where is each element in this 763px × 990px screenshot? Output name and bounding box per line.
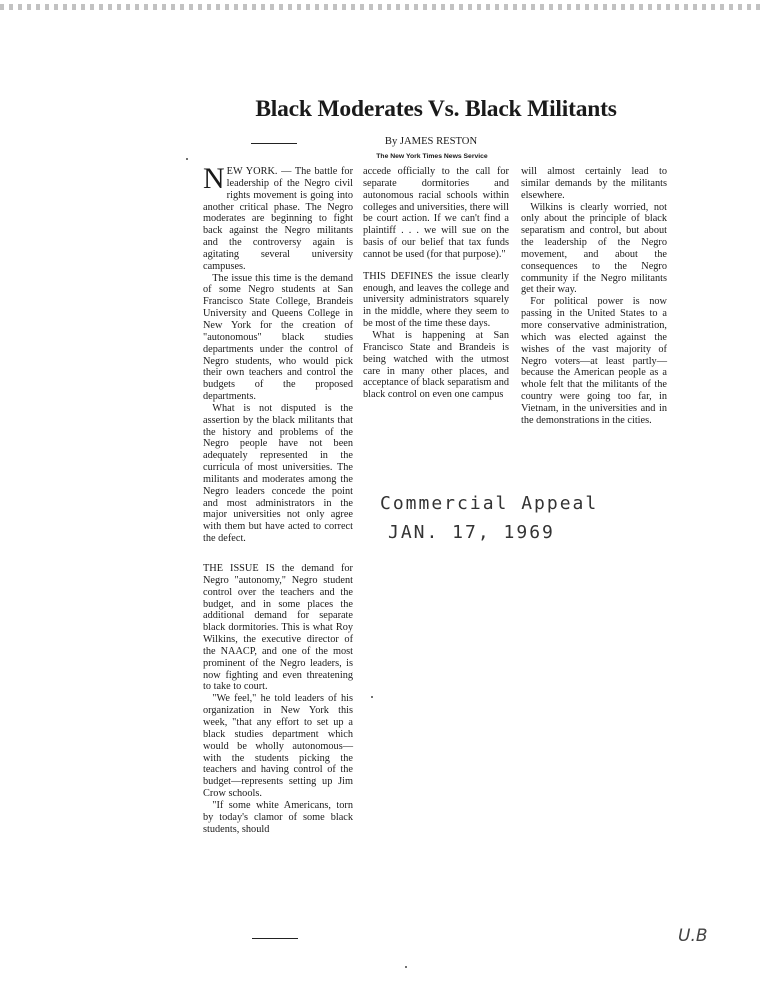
perforated-edge bbox=[0, 4, 763, 10]
drop-cap: N bbox=[203, 162, 225, 195]
scan-speck bbox=[186, 158, 188, 160]
paragraph: The issue this time is the demand of some Negro students at San Francisco State College, Brandeis University and Queens College in New York for the creation of "autonomous" black studies departments under the control of Negro students, who would pick their own teachers and control the budgets of the proposed departments. bbox=[203, 272, 353, 403]
handwritten-date-note: JAN. 17, 1969 bbox=[388, 522, 555, 543]
paragraph: accede officially to the call for separate dormitories and autonomous racial schools within colleges and universities, there will be court action. If we can't find a plaintiff . . . we will sue on the basis of our belief that tax funds cannot be used (for that purpose)." bbox=[363, 166, 509, 260]
end-rule bbox=[252, 938, 298, 939]
article-column-1 bbox=[203, 162, 353, 835]
section-lead-paragraph: THIS DEFINES the issue clearly enough, and leaves the college and university administrators squarely in the middle, where they seem to be most of the time these days. bbox=[363, 270, 509, 330]
paragraph: What is not disputed is the assertion by the black militants that the history and problems of the Negro people have not been adequately represented in the curricula of most universities. The militants and moderates among the Negro leaders concede the point and most administrators in the major universities not only agree with them but have acted to correct the defect. bbox=[203, 402, 353, 545]
paragraph: "We feel," he told leaders of his organization in New York this week, "that any effort to set up a black studies department which would be wholly autonomous—with the students picking the teachers and having control of the budget—represents setting up Jim Crow schools. bbox=[203, 693, 353, 800]
headline: Black Moderates Vs. Black Militants bbox=[255, 96, 617, 122]
byline: By JAMES RESTON bbox=[384, 136, 478, 147]
section-lead-paragraph: THE ISSUE IS the demand for Negro "autonomy," Negro student control over the teachers and the budget, and in some places the additional demand for separate black dormitories. This is what Roy Wilkins, the executive director of the NAACP, and one of the most prominent of the Negro leaders, is now fighting and even threatening to take to court. bbox=[203, 563, 353, 693]
paragraph: For political power is now passing in the United States to a more conservative administration, which was elected against the wishes of the vast majority of Negro voters—at least partly—because the American people as a whole felt that the militants of the country were going too far, in Vietnam, in the universities and in the demonstrations in the cities. bbox=[521, 296, 667, 426]
handwritten-source-note: Commercial Appeal bbox=[380, 493, 599, 514]
paragraph-text: EW YORK. — The battle for leadership of the Negro civil rights movement is going into another critical phase. The Negro moderates are beginning to fight back against the Negro militants and the controversy again is agitating several university campuses. bbox=[203, 166, 353, 272]
scan-speck bbox=[405, 966, 407, 968]
article-column-3 bbox=[521, 166, 667, 427]
paragraph bbox=[203, 162, 353, 273]
byline-rule bbox=[251, 143, 297, 144]
scan-speck bbox=[371, 696, 373, 698]
paragraph: Wilkins is clearly worried, not only about the principle of black separatism and control, but about the leadership of the Negro movement, and about the consequences to the Negro community if the Negro militants get their way. bbox=[521, 201, 667, 296]
margin-initials: U.B bbox=[678, 926, 708, 946]
news-service-credit: The New York Times News Service bbox=[376, 153, 488, 160]
paragraph: What is happening at San Francisco State and Brandeis is being watched with the utmost care in many other places, and acceptance of black separatism and black control on even one campus bbox=[363, 329, 509, 401]
article-column-2 bbox=[363, 166, 509, 401]
paragraph: will almost certainly lead to similar demands by the militants elsewhere. bbox=[521, 166, 667, 201]
paragraph: "If some white Americans, torn by today's clamor of some black students, should bbox=[203, 799, 353, 835]
